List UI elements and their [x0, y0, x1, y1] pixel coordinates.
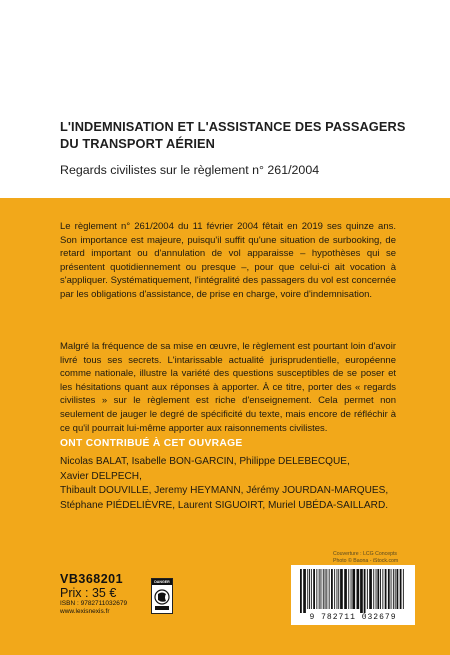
barcode-bar	[351, 569, 352, 609]
barcode-bar	[364, 569, 366, 613]
barcode-bar	[311, 569, 312, 609]
barcode-bar	[400, 569, 402, 609]
barcode-bar	[393, 569, 394, 609]
barcode-bar	[357, 569, 360, 609]
isbn-text: ISBN : 9782711032679	[60, 600, 128, 607]
barcode-bar	[323, 569, 324, 609]
barcode-bar	[348, 569, 349, 609]
cover-credits	[333, 551, 413, 565]
barcode-bar	[319, 569, 320, 609]
barcode-bar	[326, 569, 327, 609]
warning-icon	[152, 585, 172, 613]
top-white-area	[0, 0, 450, 198]
barcode-bar	[325, 569, 326, 609]
barcode-bar	[385, 569, 387, 609]
barcode-bar	[397, 569, 399, 609]
summary-paragraph-1: Le règlement n° 261/2004 du 11 février 2004 fêtait en 2019 ses quinze ans. Son importance est majeure, puisqu'il suffit qu'une situation de surbooking, de retard important ou d'annulation de vol apparaisse – hypothèses qui se présentent quotidiennement ou presque –, pour que celui-ci ait vocation à s'appliquer. Systématiquement, l'intégralité des passagers du vol est concernée par les obligations d'assistance, de prise en charge, voire d'indemnisation.	[60, 221, 396, 300]
barcode-bar	[344, 569, 347, 609]
photo-credit: Photo © Baona - iStock.com	[333, 558, 399, 564]
barcode-bar	[352, 569, 355, 609]
contributor-name: Muriel UBÉDA-SAILLARD.	[268, 499, 389, 511]
barcode-bar	[329, 569, 330, 609]
barcode-bar	[338, 569, 339, 609]
barcode-bar	[367, 569, 368, 609]
barcode-digits: 9 782711 032679	[309, 613, 397, 622]
barcode-bar	[316, 569, 317, 609]
book-title: L'INDEMNISATION ET L'ASSISTANCE DES PASSAGERS DU TRANSPORT AÉRIEN	[60, 119, 406, 151]
barcode-bar	[388, 569, 390, 609]
barcode-bar	[373, 569, 374, 609]
barcode-bar	[369, 569, 372, 609]
contributor-name: Xavier DELPECH,	[60, 470, 142, 482]
product-code: VB368201	[60, 572, 124, 586]
contributor-name: Nicolas BALAT,	[60, 456, 129, 467]
contributors-heading: ONT CONTRIBUÉ À CET OUVRAGE	[60, 438, 243, 449]
contributor-name: Jérémy JOURDAN-MARQUES,	[246, 485, 389, 496]
price: Prix : 35 €	[60, 586, 117, 600]
website-url: www.lexisnexis.fr	[60, 608, 110, 615]
barcode-bar	[300, 569, 302, 613]
barcode-bar	[360, 569, 363, 613]
contributor-name: Thibault DOUVILLE,	[60, 485, 152, 496]
barcode-bar	[331, 569, 333, 609]
reference-block	[60, 573, 127, 616]
barcode-bar	[309, 569, 310, 609]
contributor-name: Jeremy HEYMANN,	[154, 485, 244, 496]
photocopy-warning-logo	[151, 578, 173, 614]
barcode-bar	[307, 569, 308, 609]
barcode-bar	[377, 569, 379, 609]
summary-paragraph-2: Malgré la fréquence de sa mise en œuvre, le règlement est pourtant loin d'avoir livré tous ses secrets. L'intarissable actualité jurisprudentielle, européenne comme nationale, illustre la variété des questions susceptibles de se poser et les hésitations quant aux réponses à apporter. À ce titre, porter des « regards civilistes » sur le règlement est riche d'enseignement. Cela permet non seulement de jauger le degré de spécificité du texte, mais encore de réfléchir à ce qu'il pourrait lui-même apporter aux raisonnements civilistes.	[60, 341, 396, 434]
barcode-bar	[321, 569, 322, 609]
barcode-bar	[313, 569, 315, 609]
barcode-bar	[337, 569, 338, 609]
logo-label: DANGER	[152, 579, 172, 585]
barcode-bar	[376, 569, 377, 609]
barcode-bar	[334, 569, 335, 609]
barcode-bar	[382, 569, 383, 609]
contributors-list	[60, 455, 405, 513]
barcode-bar	[303, 569, 306, 613]
isbn-barcode	[291, 565, 415, 625]
yellow-band	[0, 198, 450, 655]
barcode-bars	[298, 569, 408, 613]
contributor-name: Laurent SIGUOIRT,	[177, 499, 266, 511]
barcode-bar	[380, 569, 381, 609]
barcode-bar	[391, 569, 392, 609]
contributor-name: Isabelle BON-GARCIN,	[131, 456, 237, 467]
contributor-name: Philippe DELEBECQUE,	[239, 456, 350, 467]
barcode-bar	[340, 569, 343, 609]
barcode-bar	[395, 569, 396, 609]
contributor-name: Stéphane PIÉDELIÈVRE,	[60, 499, 176, 511]
book-subtitle: Regards civilistes sur le règlement n° 261/2004	[60, 163, 320, 177]
cover-credit: Couverture : LCG Concepts	[333, 551, 398, 557]
barcode-bar	[403, 569, 404, 609]
